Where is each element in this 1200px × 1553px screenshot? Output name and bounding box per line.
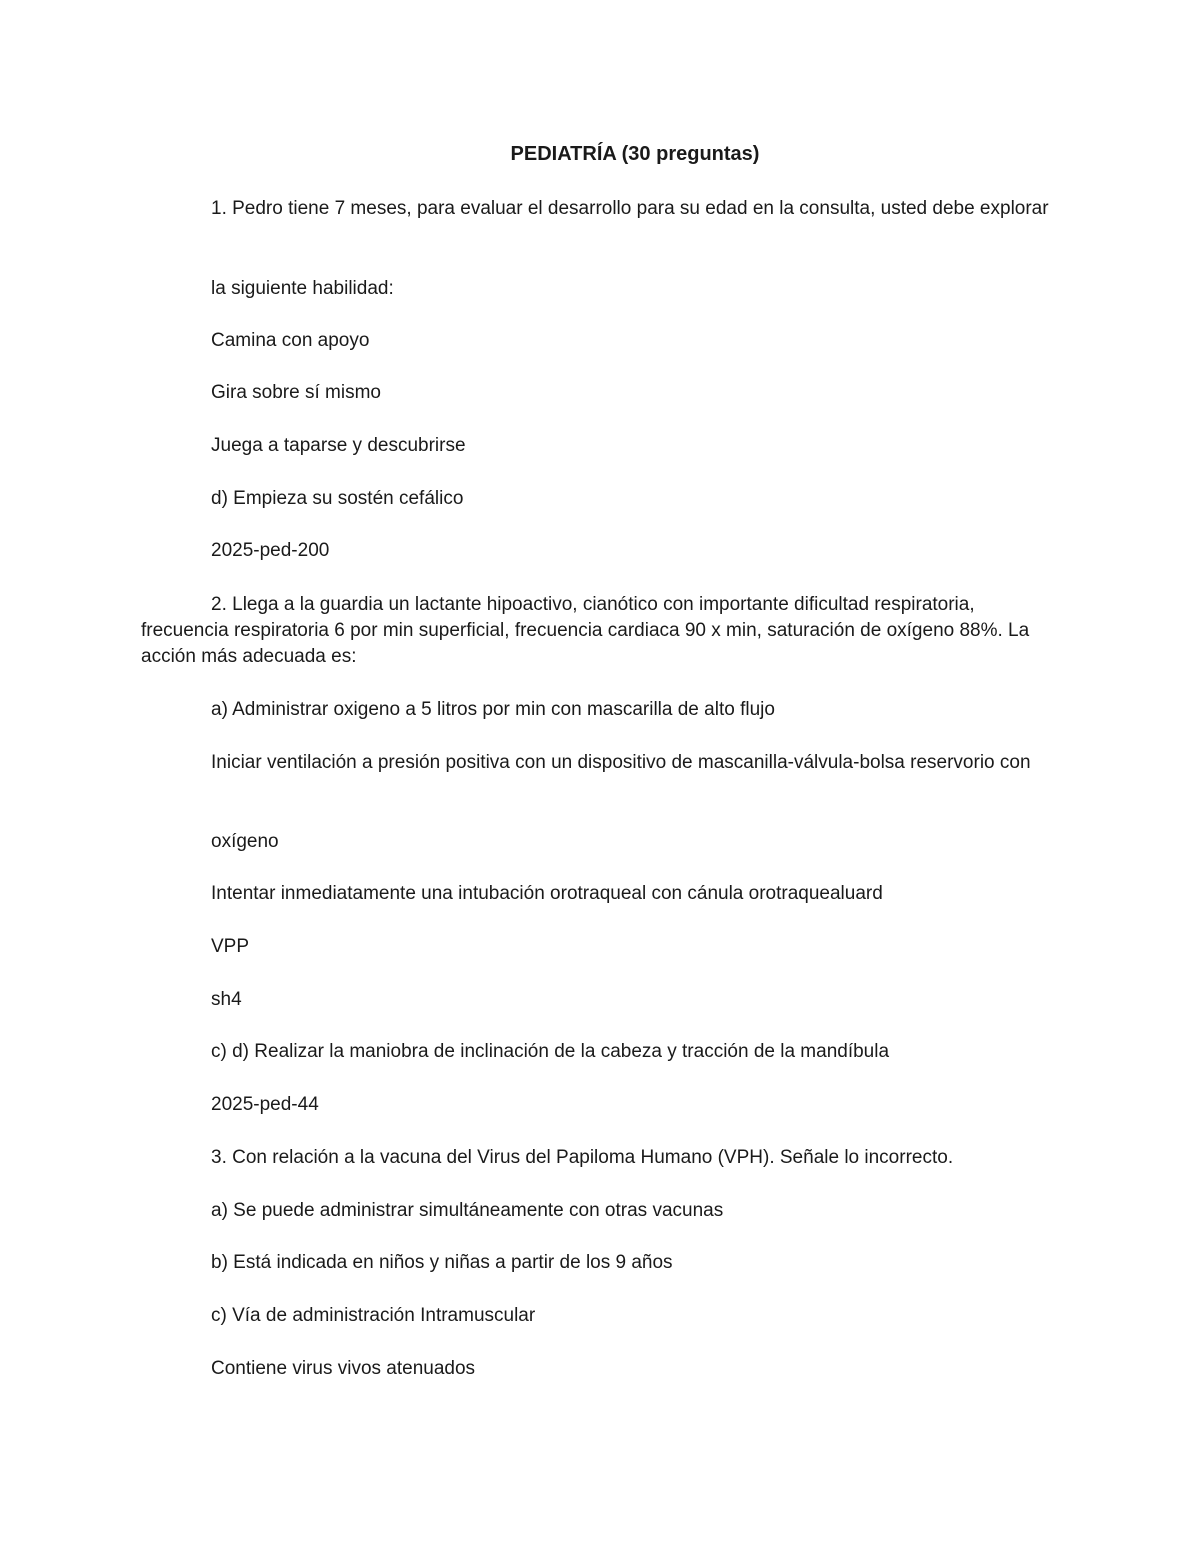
question-2-code: 2025-ped-44	[211, 1094, 319, 1115]
question-1-stem: 1. Pedro tiene 7 meses, para evaluar el desarrollo para su edad en la consulta, usted debe explorar	[211, 198, 1049, 219]
question-2-note: sh4	[211, 989, 242, 1010]
question-2-option-d: c) d) Realizar la maniobra de inclinación de la cabeza y tracción de la mandíbula	[211, 1041, 890, 1062]
question-1-option: Gira sobre sí mismo	[211, 382, 381, 403]
question-1-option: Camina con apoyo	[211, 330, 370, 351]
question-2-option-b: Iniciar ventilación a presión positiva con un dispositivo de mascanilla-válvula-bolsa reservorio con	[211, 752, 1031, 773]
question-3-option: b) Está indicada en niños y niñas a partir de los 9 años	[211, 1252, 673, 1273]
question-3-option: a) Se puede administrar simultáneamente con otras vacunas	[211, 1200, 724, 1221]
question-1-code: 2025-ped-200	[211, 540, 330, 561]
question-2-option-a: a) Administrar oxigeno a 5 litros por min con mascarilla de alto flujo	[211, 699, 775, 720]
question-3-option: c) Vía de administración Intramuscular	[211, 1305, 536, 1326]
question-1-option: d) Empieza su sostén cefálico	[211, 488, 464, 509]
question-2-option-c: Intentar inmediatamente una intubación orotraqueal con cánula orotraquealuard	[211, 883, 883, 904]
question-3-stem: 3. Con relación a la vacuna del Virus del Papiloma Humano (VPH). Señale lo incorrecto.	[211, 1147, 954, 1168]
question-2-stem: 2. Llega a la guardia un lactante hipoactivo, cianótico con importante dificultad respiratoria, frecuencia respiratoria 6 por min superficial, frecuencia cardiaca 90 x min, saturación de oxígeno 88%. La acción más adecuada es:	[141, 594, 1030, 667]
question-2-option-b-continued: oxígeno	[211, 831, 279, 852]
question-3-option: Contiene virus vivos atenuados	[211, 1358, 476, 1379]
question-1-option: Juega a taparse y descubrirse	[211, 435, 466, 456]
document-title: PEDIATRÍA (30 preguntas)	[510, 143, 760, 165]
question-2-note: VPP	[211, 936, 250, 957]
question-1-stem-continued: la siguiente habilidad:	[211, 278, 394, 299]
